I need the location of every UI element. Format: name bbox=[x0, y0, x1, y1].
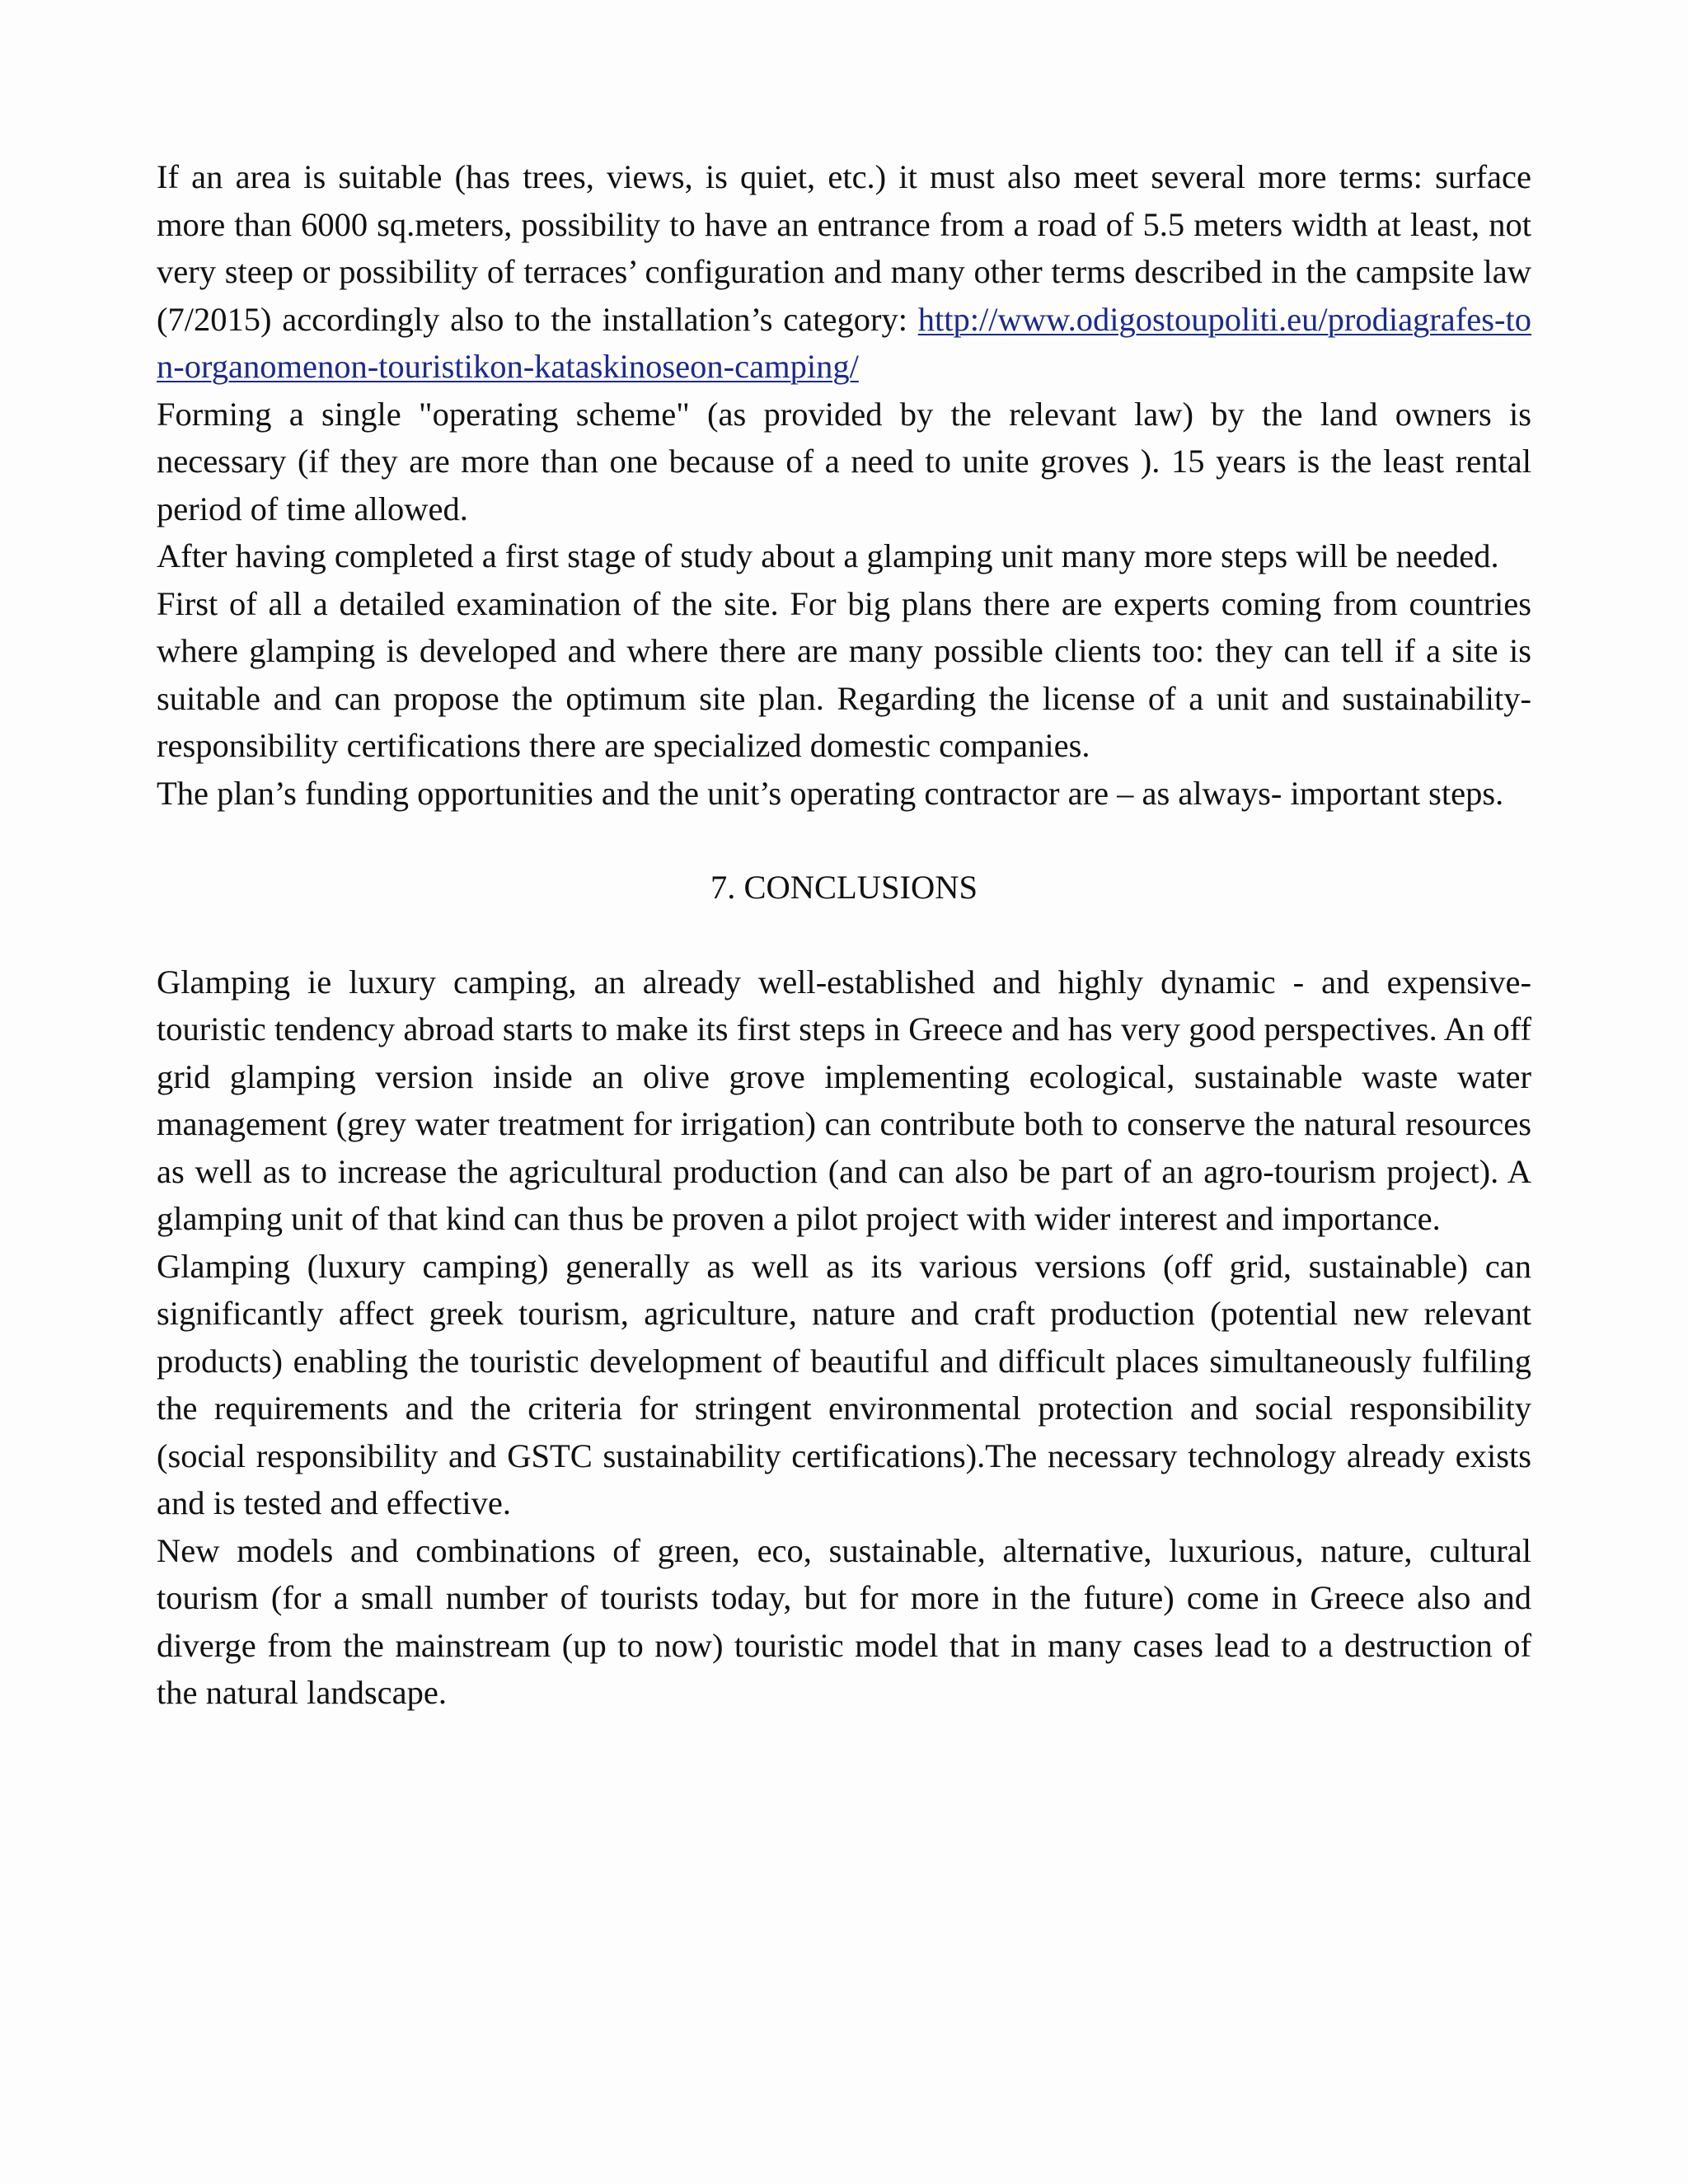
section-heading-conclusions: 7. CONCLUSIONS bbox=[710, 869, 978, 906]
paragraph-next-steps: After having completed a first stage of study about a glamping unit many more steps will be needed. bbox=[157, 537, 1499, 574]
paragraph-operating-scheme: Forming a single "operating scheme" (as provided by the relevant law) by the land owners is necessary (if they are more than one because of a need to unite groves ). 15 years is the least rental period of time allowed. bbox=[157, 395, 1531, 527]
paragraph-site-examination: First of all a detailed examination of the site. For big plans there are experts coming from countries where glamping is developed and where there are many possible clients too: they can tell if a site is suitable and can propose the optimum site plan. Regarding the license of a unit and sustainability-responsibility certifications there are specialized domestic companies. bbox=[157, 584, 1531, 764]
paragraph-site-requirements bbox=[157, 153, 1531, 391]
document-page bbox=[157, 153, 1531, 1717]
campsite-law-link[interactable]: http://www.odigostoupoliti.eu/prodiagrafes-ton-organomenon-touristikon-kataskinoseon-camping/ bbox=[157, 300, 1531, 385]
paragraph-conclusion-impact: Glamping (luxury camping) generally as well as its various versions (off grid, sustainable) can significantly affect greek tourism, agriculture, nature and craft production (potential new relevant products) enabling the touristic development of beautiful and difficult places simultaneously fulfiling the requirements and the criteria for stringent environmental protection and social responsibility (social responsibility and GSTC sustainability certifications).The necessary technology already exists and is tested and effective. bbox=[157, 1247, 1531, 1521]
paragraph-conclusion-glamping: Glamping ie luxury camping, an already well-established and highly dynamic - and expensive-touristic tendency abroad starts to make its first steps in Greece and has very good perspectives. An off grid glamping version inside an olive grove implementing ecological, sustainable waste water management (grey water treatment for irrigation) can contribute both to conserve the natural resources as well as to increase the agricultural production (and can also be part of an agro-tourism project). A glamping unit of that kind can thus be proven a pilot project with wider interest and importance. bbox=[157, 963, 1531, 1237]
paragraph-funding: The plan’s funding opportunities and the unit’s operating contractor are – as always- important steps. bbox=[157, 774, 1504, 812]
paragraph-site-requirements-text: If an area is suitable (has trees, views, is quiet, etc.) it must also meet several more terms: surface more than 6000 sq.meters, possibility to have an entrance from a road of 5.5 meters width at least, not very steep or possibility of terraces’ configuration and many other terms described in the campsite law (7/2015) accordingly also to the installation’s category: bbox=[157, 158, 1531, 338]
paragraph-conclusion-new-models: New models and combinations of green, eco, sustainable, alternative, luxurious, nature, cultural tourism (for a small number of tourists today, but for more in the future) come in Greece also and diverge from the mainstream (up to now) touristic model that in many cases lead to a destruction of the natural landscape. bbox=[157, 1531, 1531, 1711]
